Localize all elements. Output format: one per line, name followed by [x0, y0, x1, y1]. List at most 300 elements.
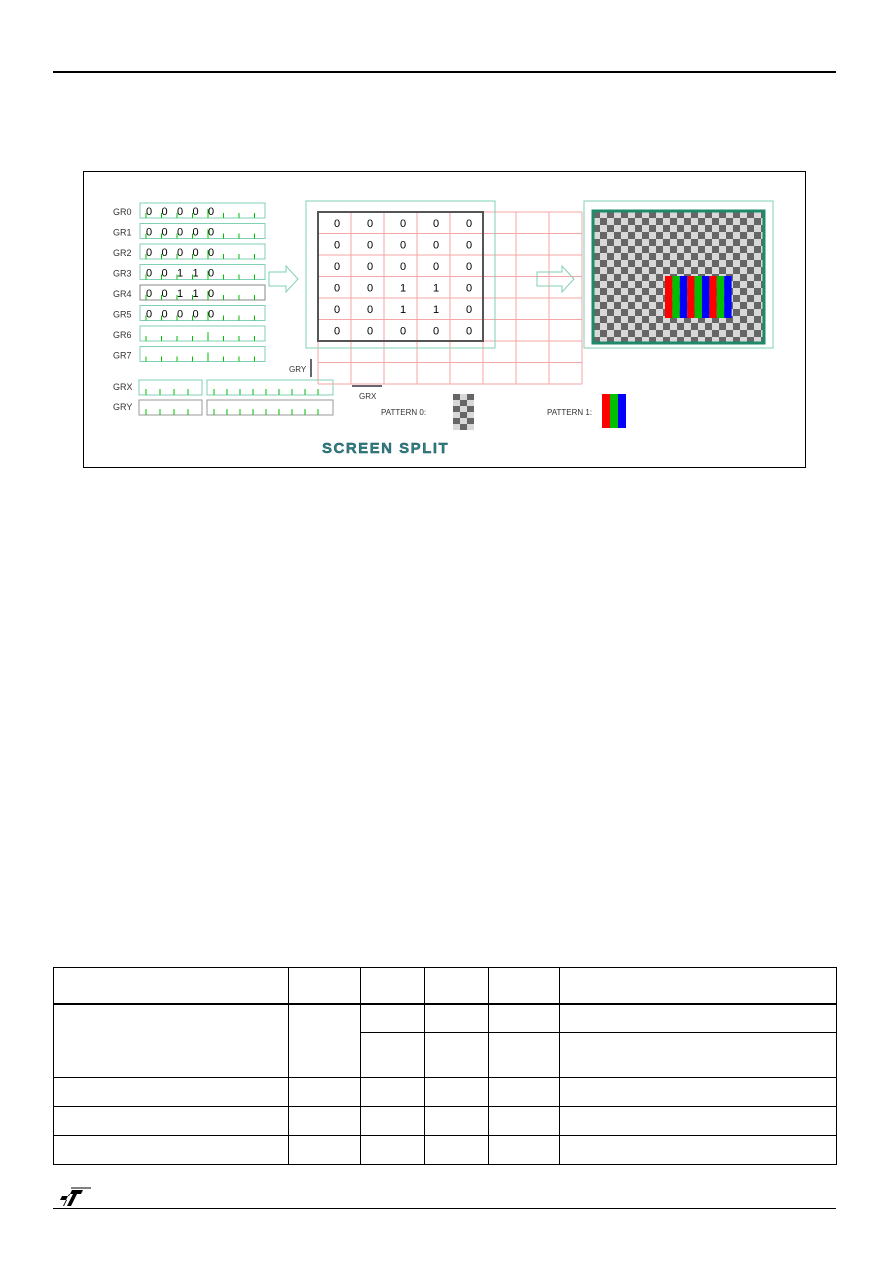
- checker-square: [614, 330, 621, 337]
- checker-square: [621, 330, 628, 337]
- pattern0-swatch: [460, 412, 467, 418]
- grid-value: 0: [367, 325, 374, 338]
- checker-square: [635, 218, 642, 225]
- checker-square: [607, 302, 614, 309]
- register-bit: 1: [192, 267, 199, 280]
- checker-square: [635, 295, 642, 302]
- color-bar: [665, 276, 672, 318]
- register-label: GR2: [113, 248, 132, 258]
- checker-square: [635, 246, 642, 253]
- checker-square: [740, 274, 747, 281]
- checker-square: [635, 316, 642, 323]
- checker-square: [740, 267, 747, 274]
- checker-square: [747, 274, 754, 281]
- pattern0-swatch: [453, 394, 460, 400]
- checker-square: [677, 225, 684, 232]
- checker-square: [733, 330, 740, 337]
- table-cell: [289, 1077, 361, 1106]
- checker-square: [656, 316, 663, 323]
- checker-square: [670, 246, 677, 253]
- checker-square: [600, 288, 607, 295]
- checker-square: [635, 281, 642, 288]
- checker-square: [656, 302, 663, 309]
- checker-square: [754, 281, 761, 288]
- checker-square: [649, 330, 656, 337]
- checker-square: [628, 316, 635, 323]
- register-label: GR7: [113, 350, 132, 361]
- grid-value: 0: [334, 261, 341, 273]
- checker-square: [642, 218, 649, 225]
- checker-square: [621, 232, 628, 239]
- checker-square: [733, 225, 740, 232]
- grid-value: 0: [433, 261, 440, 273]
- checker-square: [712, 225, 719, 232]
- checker-square: [677, 253, 684, 260]
- checker-square: [642, 316, 649, 323]
- checker-square: [726, 253, 733, 260]
- checker-square: [614, 246, 621, 253]
- checker-square: [656, 281, 663, 288]
- checker-square: [642, 225, 649, 232]
- register-bit: 1: [177, 267, 184, 280]
- checker-square: [607, 260, 614, 267]
- checker-square: [705, 267, 712, 274]
- checker-square: [691, 239, 698, 246]
- header-rule: [53, 71, 836, 73]
- checker-square: [614, 260, 621, 267]
- checker-square: [663, 225, 670, 232]
- checker-square: [600, 218, 607, 225]
- checker-square: [649, 253, 656, 260]
- grid-value: 0: [367, 304, 374, 316]
- checker-square: [656, 267, 663, 274]
- checker-square: [649, 225, 656, 232]
- checker-square: [691, 253, 698, 260]
- grid-value: 1: [433, 304, 440, 316]
- checker-square: [747, 267, 754, 274]
- pattern1-label: PATTERN 1:: [547, 408, 593, 417]
- checker-square: [663, 260, 670, 267]
- checker-square: [726, 239, 733, 246]
- pattern1-swatch: [610, 394, 618, 428]
- grx-register-label: GRX: [113, 382, 133, 392]
- checker-square: [747, 218, 754, 225]
- checker-square: [656, 330, 663, 337]
- checker-square: [705, 232, 712, 239]
- checker-square: [635, 302, 642, 309]
- checker-square: [621, 309, 628, 316]
- pattern0-swatch: [453, 424, 460, 430]
- register-bit: 0: [177, 247, 184, 259]
- checker-square: [670, 267, 677, 274]
- checker-square: [635, 260, 642, 267]
- checker-square: [656, 288, 663, 295]
- checker-square: [600, 316, 607, 323]
- checker-square: [747, 295, 754, 302]
- register-bit: 0: [192, 308, 199, 321]
- grid-value: 0: [334, 282, 341, 295]
- table-row: [54, 1106, 837, 1135]
- register-bit: 0: [208, 288, 215, 300]
- register-bit: 1: [192, 288, 199, 300]
- grid-value: 0: [334, 325, 341, 338]
- checker-square: [754, 302, 761, 309]
- checker-square: [740, 281, 747, 288]
- checker-square: [712, 260, 719, 267]
- checker-square: [733, 309, 740, 316]
- checker-square: [600, 309, 607, 316]
- checker-square: [754, 225, 761, 232]
- pattern0-swatch: [460, 418, 467, 424]
- checker-square: [726, 323, 733, 330]
- checker-square: [614, 295, 621, 302]
- checker-square: [628, 281, 635, 288]
- checker-square: [691, 218, 698, 225]
- register-bit: 0: [161, 247, 168, 259]
- table-cell: [560, 1032, 837, 1077]
- checker-square: [705, 225, 712, 232]
- checker-square: [614, 239, 621, 246]
- checker-square: [628, 274, 635, 281]
- checker-square: [740, 323, 747, 330]
- checker-square: [607, 323, 614, 330]
- checker-square: [740, 330, 747, 337]
- register-bit: 0: [146, 267, 153, 280]
- checker-square: [740, 218, 747, 225]
- checker-square: [614, 288, 621, 295]
- checker-square: [642, 330, 649, 337]
- register-box: [139, 380, 202, 395]
- checker-square: [719, 260, 726, 267]
- checker-square: [663, 330, 670, 337]
- checker-square: [607, 267, 614, 274]
- checker-square: [684, 232, 691, 239]
- table-cell: [361, 1077, 425, 1106]
- grid-value: 1: [433, 282, 440, 295]
- checker-square: [649, 218, 656, 225]
- checker-square: [649, 246, 656, 253]
- table-cell: [289, 1135, 361, 1164]
- checker-square: [621, 288, 628, 295]
- register-bit: 0: [161, 308, 168, 321]
- pattern1-swatch: [602, 394, 610, 428]
- checker-square: [663, 323, 670, 330]
- checker-square: [698, 239, 705, 246]
- checker-square: [628, 288, 635, 295]
- checker-square: [684, 246, 691, 253]
- table-cell: [361, 1004, 425, 1032]
- checker-square: [719, 253, 726, 260]
- checker-square: [691, 260, 698, 267]
- pattern0-swatch: [467, 412, 474, 418]
- checker-square: [649, 274, 656, 281]
- checker-square: [747, 316, 754, 323]
- checker-square: [649, 239, 656, 246]
- checker-square: [719, 323, 726, 330]
- checker-square: [663, 267, 670, 274]
- checker-square: [649, 260, 656, 267]
- table-cell: [560, 1004, 837, 1032]
- checker-square: [733, 239, 740, 246]
- color-bar: [717, 276, 724, 318]
- register-box: [140, 285, 265, 300]
- checker-square: [740, 295, 747, 302]
- register-bit: 1: [177, 288, 184, 300]
- checker-square: [656, 218, 663, 225]
- pattern0-swatch: [453, 412, 460, 418]
- checker-square: [747, 302, 754, 309]
- footer-rule: [53, 1208, 836, 1209]
- checker-square: [642, 288, 649, 295]
- table-cell: [425, 1077, 489, 1106]
- checker-square: [600, 267, 607, 274]
- checker-square: [635, 323, 642, 330]
- grid-value: 0: [400, 218, 407, 230]
- checker-square: [754, 330, 761, 337]
- register-label: GR0: [113, 207, 132, 217]
- checker-square: [747, 232, 754, 239]
- gry-arrow-label: GRY: [289, 365, 307, 374]
- checker-square: [726, 232, 733, 239]
- checker-square: [677, 330, 684, 337]
- checker-square: [684, 330, 691, 337]
- grid-value: 0: [400, 261, 407, 273]
- register-box: [140, 244, 265, 259]
- checker-square: [628, 323, 635, 330]
- table-cell: [489, 1077, 560, 1106]
- checker-square: [642, 281, 649, 288]
- checker-square: [670, 232, 677, 239]
- checker-square: [649, 316, 656, 323]
- register-box: [207, 380, 333, 395]
- checker-square: [726, 330, 733, 337]
- checker-square: [670, 253, 677, 260]
- checker-square: [677, 267, 684, 274]
- register-label: GR5: [113, 309, 132, 320]
- checker-square: [600, 274, 607, 281]
- table-cell: [489, 1106, 560, 1135]
- grid-value: 0: [400, 239, 407, 252]
- register-box: [140, 203, 265, 218]
- pattern0-swatch: [460, 400, 467, 406]
- checker-square: [712, 239, 719, 246]
- color-bar: [702, 276, 709, 318]
- checker-square: [740, 288, 747, 295]
- table-header-cell: [425, 968, 489, 1005]
- checker-square: [698, 267, 705, 274]
- checker-square: [621, 267, 628, 274]
- checker-square: [698, 232, 705, 239]
- checker-square: [754, 316, 761, 323]
- color-bar: [724, 276, 731, 318]
- register-label: GR6: [113, 330, 132, 340]
- flow-arrow-icon: [269, 266, 298, 292]
- checker-square: [628, 232, 635, 239]
- checker-square: [642, 302, 649, 309]
- table-cell: [425, 1106, 489, 1135]
- figure-caption: SCREEN SPLIT: [322, 440, 450, 457]
- grid-value: 0: [466, 261, 473, 273]
- register-bit: 0: [146, 247, 153, 259]
- register-bit: 0: [146, 206, 153, 218]
- pattern1-swatch: [618, 394, 626, 428]
- checker-square: [754, 274, 761, 281]
- checker-square: [628, 225, 635, 232]
- color-bar: [687, 276, 694, 318]
- checker-square: [705, 218, 712, 225]
- checker-square: [684, 260, 691, 267]
- checker-square: [740, 302, 747, 309]
- checker-square: [607, 281, 614, 288]
- table-header-cell: [289, 968, 361, 1005]
- checker-square: [614, 267, 621, 274]
- checker-square: [621, 302, 628, 309]
- color-bar: [695, 276, 702, 318]
- register-label: GR1: [113, 227, 132, 238]
- checker-square: [621, 323, 628, 330]
- checker-square: [600, 253, 607, 260]
- checker-square: [663, 232, 670, 239]
- checker-square: [656, 253, 663, 260]
- grid-value: 0: [334, 218, 341, 230]
- table-cell: [489, 1004, 560, 1032]
- checker-square: [691, 330, 698, 337]
- checker-square: [621, 253, 628, 260]
- checker-square: [677, 246, 684, 253]
- checker-square: [614, 281, 621, 288]
- checker-square: [607, 253, 614, 260]
- checker-square: [705, 323, 712, 330]
- checker-square: [614, 309, 621, 316]
- checker-square: [719, 239, 726, 246]
- checker-square: [642, 323, 649, 330]
- checker-square: [600, 302, 607, 309]
- checker-square: [663, 246, 670, 253]
- checker-square: [663, 239, 670, 246]
- checker-square: [691, 323, 698, 330]
- checker-square: [733, 260, 740, 267]
- screen-split-figure: [83, 171, 806, 468]
- checker-square: [705, 253, 712, 260]
- checker-square: [712, 218, 719, 225]
- checker-square: [600, 323, 607, 330]
- checker-square: [733, 267, 740, 274]
- checker-square: [663, 218, 670, 225]
- checker-square: [684, 239, 691, 246]
- checker-square: [747, 260, 754, 267]
- register-bit: 0: [177, 226, 184, 239]
- color-bar: [680, 276, 687, 318]
- checker-square: [621, 295, 628, 302]
- grid-value: 1: [400, 282, 407, 295]
- checker-square: [628, 246, 635, 253]
- checker-square: [740, 246, 747, 253]
- checker-square: [635, 253, 642, 260]
- table-cell: [425, 1135, 489, 1164]
- checker-square: [754, 295, 761, 302]
- checker-square: [712, 267, 719, 274]
- checker-square: [649, 323, 656, 330]
- table-cell: [489, 1135, 560, 1164]
- checker-square: [705, 260, 712, 267]
- checker-square: [733, 232, 740, 239]
- checker-square: [719, 246, 726, 253]
- checker-square: [698, 218, 705, 225]
- checker-square: [733, 253, 740, 260]
- table-header-cell: [54, 968, 289, 1005]
- checker-square: [754, 260, 761, 267]
- checker-square: [754, 239, 761, 246]
- checker-square: [607, 274, 614, 281]
- checker-square: [747, 330, 754, 337]
- flow-arrow-icon: [537, 266, 574, 292]
- checker-square: [621, 218, 628, 225]
- table-cell: [361, 1032, 425, 1077]
- checker-square: [754, 218, 761, 225]
- register-box: [207, 400, 333, 415]
- checker-square: [607, 288, 614, 295]
- checker-square: [614, 232, 621, 239]
- st-logo: [53, 1186, 93, 1208]
- checker-square: [600, 281, 607, 288]
- checker-square: [656, 309, 663, 316]
- grid-value: 0: [466, 282, 473, 295]
- screen-split-diagram: [84, 172, 807, 469]
- register-bit: 0: [146, 226, 153, 239]
- pattern0-swatch: [453, 418, 460, 424]
- checker-square: [656, 274, 663, 281]
- pattern0-swatch: [453, 406, 460, 412]
- checker-square: [607, 309, 614, 316]
- checker-square: [698, 253, 705, 260]
- checker-square: [628, 330, 635, 337]
- checker-square: [712, 253, 719, 260]
- grid-value: 0: [466, 325, 473, 338]
- checker-square: [663, 253, 670, 260]
- grid-value: 0: [334, 304, 341, 316]
- checker-square: [642, 253, 649, 260]
- checker-square: [726, 225, 733, 232]
- checker-square: [656, 260, 663, 267]
- checker-square: [614, 253, 621, 260]
- table-header-cell: [361, 968, 425, 1005]
- register-bit: 0: [161, 206, 168, 218]
- checker-square: [733, 323, 740, 330]
- grid-value: 0: [400, 325, 407, 338]
- checker-square: [677, 323, 684, 330]
- checker-square: [600, 239, 607, 246]
- checker-square: [712, 330, 719, 337]
- checker-square: [733, 218, 740, 225]
- checker-square: [670, 330, 677, 337]
- checker-square: [719, 225, 726, 232]
- checker-square: [740, 232, 747, 239]
- checker-square: [628, 302, 635, 309]
- grid-value: 0: [466, 239, 473, 252]
- checker-square: [628, 218, 635, 225]
- checker-square: [621, 239, 628, 246]
- register-box: [140, 224, 265, 239]
- checker-square: [607, 225, 614, 232]
- checker-square: [733, 281, 740, 288]
- checker-square: [635, 274, 642, 281]
- checker-square: [635, 288, 642, 295]
- grid-value: 0: [433, 325, 440, 338]
- checker-square: [698, 246, 705, 253]
- checker-square: [677, 260, 684, 267]
- checker-square: [600, 330, 607, 337]
- table-cell: [560, 1135, 837, 1164]
